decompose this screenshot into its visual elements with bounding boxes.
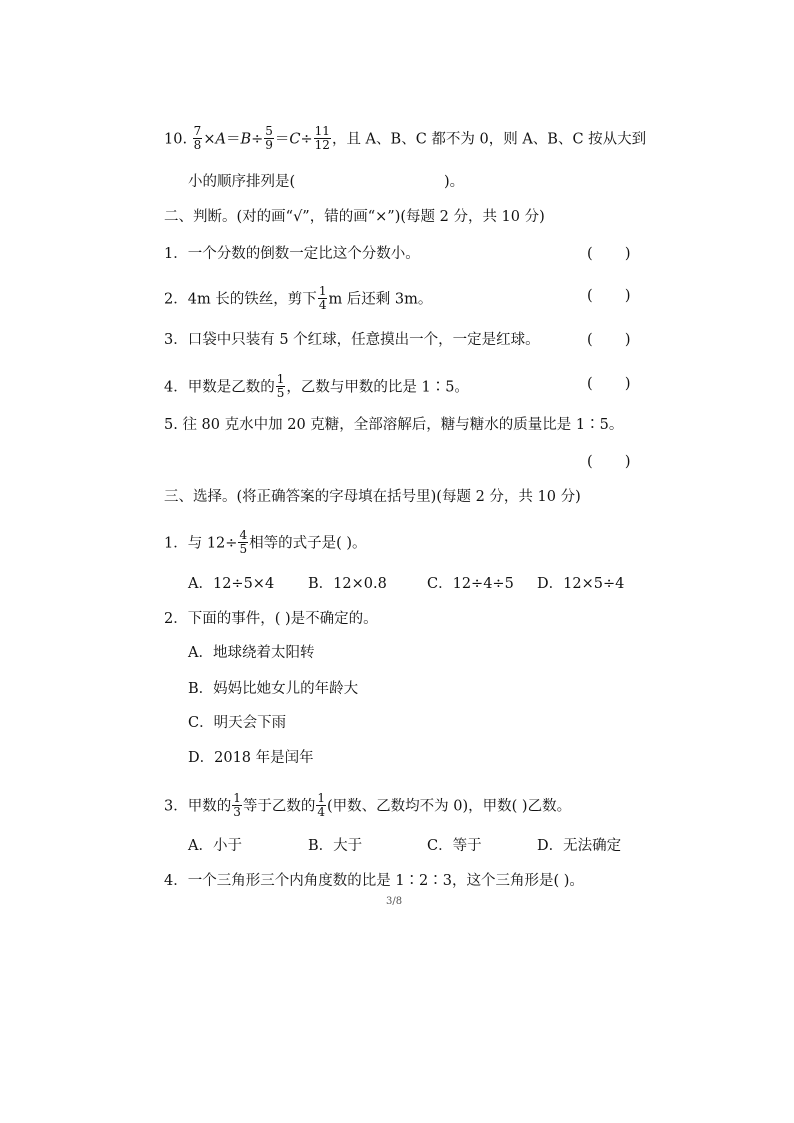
q3-option-d[interactable]: D．无法确定 xyxy=(537,838,622,854)
fraction-7-8: $\frac{7}{8}$ xyxy=(193,124,202,152)
q3-option-a[interactable]: A．小于 xyxy=(188,838,242,854)
q2-option-b[interactable]: B．妈妈比她女儿的年龄大 xyxy=(188,681,359,697)
q10-line1: 10. $\frac{7}{8}$ ×A＝B÷ $\frac{5}{9}$ ＝C÷ $\frac{11}{12}$ ，且 A、B、C 都不为 0，则 A、B、C 按从大到 xyxy=(164,124,647,152)
page-number: 3/8 xyxy=(386,896,403,907)
q10-close-paren: )。 xyxy=(444,174,465,190)
q3-option-c[interactable]: C．等于 xyxy=(427,838,482,854)
choice-q1: 1．与 12÷ $\frac{4}{5}$ 相等的式子是( )。 xyxy=(164,528,367,556)
judge-item-1: 1．一个分数的倒数一定比这个分数小。 xyxy=(164,246,420,262)
q1-option-a[interactable]: A．12÷5×4 xyxy=(188,576,275,592)
q10-number: 10. xyxy=(164,131,188,148)
section2-heading: 二、判断。(对的画“√”，错的画“×”)(每题 2 分，共 10 分) xyxy=(164,209,545,225)
q1-option-d[interactable]: D．12×5÷4 xyxy=(537,576,625,592)
judge-item-3: 3．口袋中只装有 5 个红球，任意摸出一个，一定是红球。 xyxy=(164,332,540,348)
fraction-5-9: $\frac{5}{9}$ xyxy=(265,124,273,152)
q2-option-a[interactable]: A．地球绕着太阳转 xyxy=(188,645,315,661)
judge-item-2: 2．4m 长的铁丝，剪下 $\frac{1}{4}$ m 后还剩 3m。 xyxy=(164,284,433,312)
answer-paren-5[interactable]: ( ) xyxy=(587,454,631,470)
q10-line2 xyxy=(188,172,295,192)
q3-option-b[interactable]: B．大于 xyxy=(308,838,363,854)
q10-line2-text: 小的顺序排列是( xyxy=(188,174,296,190)
fraction-1-3: $\frac{1}{3}$ xyxy=(233,791,241,819)
answer-paren-1[interactable]: ( ) xyxy=(587,246,631,262)
answer-paren-4[interactable]: ( ) xyxy=(587,376,631,392)
q10-tail: ，且 A、B、C 都不为 0，则 A、B、C 按从大到 xyxy=(331,131,647,148)
fraction-1-4-q3: $\frac{1}{4}$ xyxy=(317,791,326,819)
judge-item-5: 5. 往 80 克水中加 20 克糖，全部溶解后，糖与糖水的质量比是 1∶5。 xyxy=(164,417,624,433)
fraction-4-5: $\frac{4}{5}$ xyxy=(239,528,248,556)
section3-heading: 三、选择。(将正确答案的字母填在括号里)(每题 2 分，共 10 分) xyxy=(164,489,581,505)
answer-paren-3[interactable]: ( ) xyxy=(587,332,631,348)
judge-item-4: 4．甲数是乙数的 $\frac{1}{5}$ ，乙数与甲数的比是 1∶5。 xyxy=(164,372,469,400)
answer-paren-2[interactable]: ( ) xyxy=(587,288,631,304)
fraction-1-5: $\frac{1}{5}$ xyxy=(276,372,285,400)
choice-q3: 3．甲数的 $\frac{1}{3}$ 等于乙数的 $\frac{1}{4}$ (甲数、乙数均不为 0)，甲数( )乙数。 xyxy=(164,791,572,819)
q10-line2-end xyxy=(444,172,464,192)
fraction-11-12: $\frac{11}{12}$ xyxy=(314,124,330,152)
q2-option-d[interactable]: D．2018 年是闰年 xyxy=(188,750,314,766)
fraction-1-4: $\frac{1}{4}$ xyxy=(318,284,327,312)
q1-option-c[interactable]: C．12÷4÷5 xyxy=(427,576,514,592)
q1-option-b[interactable]: B．12×0.8 xyxy=(308,576,387,592)
choice-q4: 4．一个三角形三个内角度数的比是 1∶2∶3，这个三角形是( )。 xyxy=(164,873,584,889)
q2-option-c[interactable]: C．明天会下雨 xyxy=(188,715,287,731)
choice-q2: 2．下面的事件，( )是不确定的。 xyxy=(164,611,378,627)
